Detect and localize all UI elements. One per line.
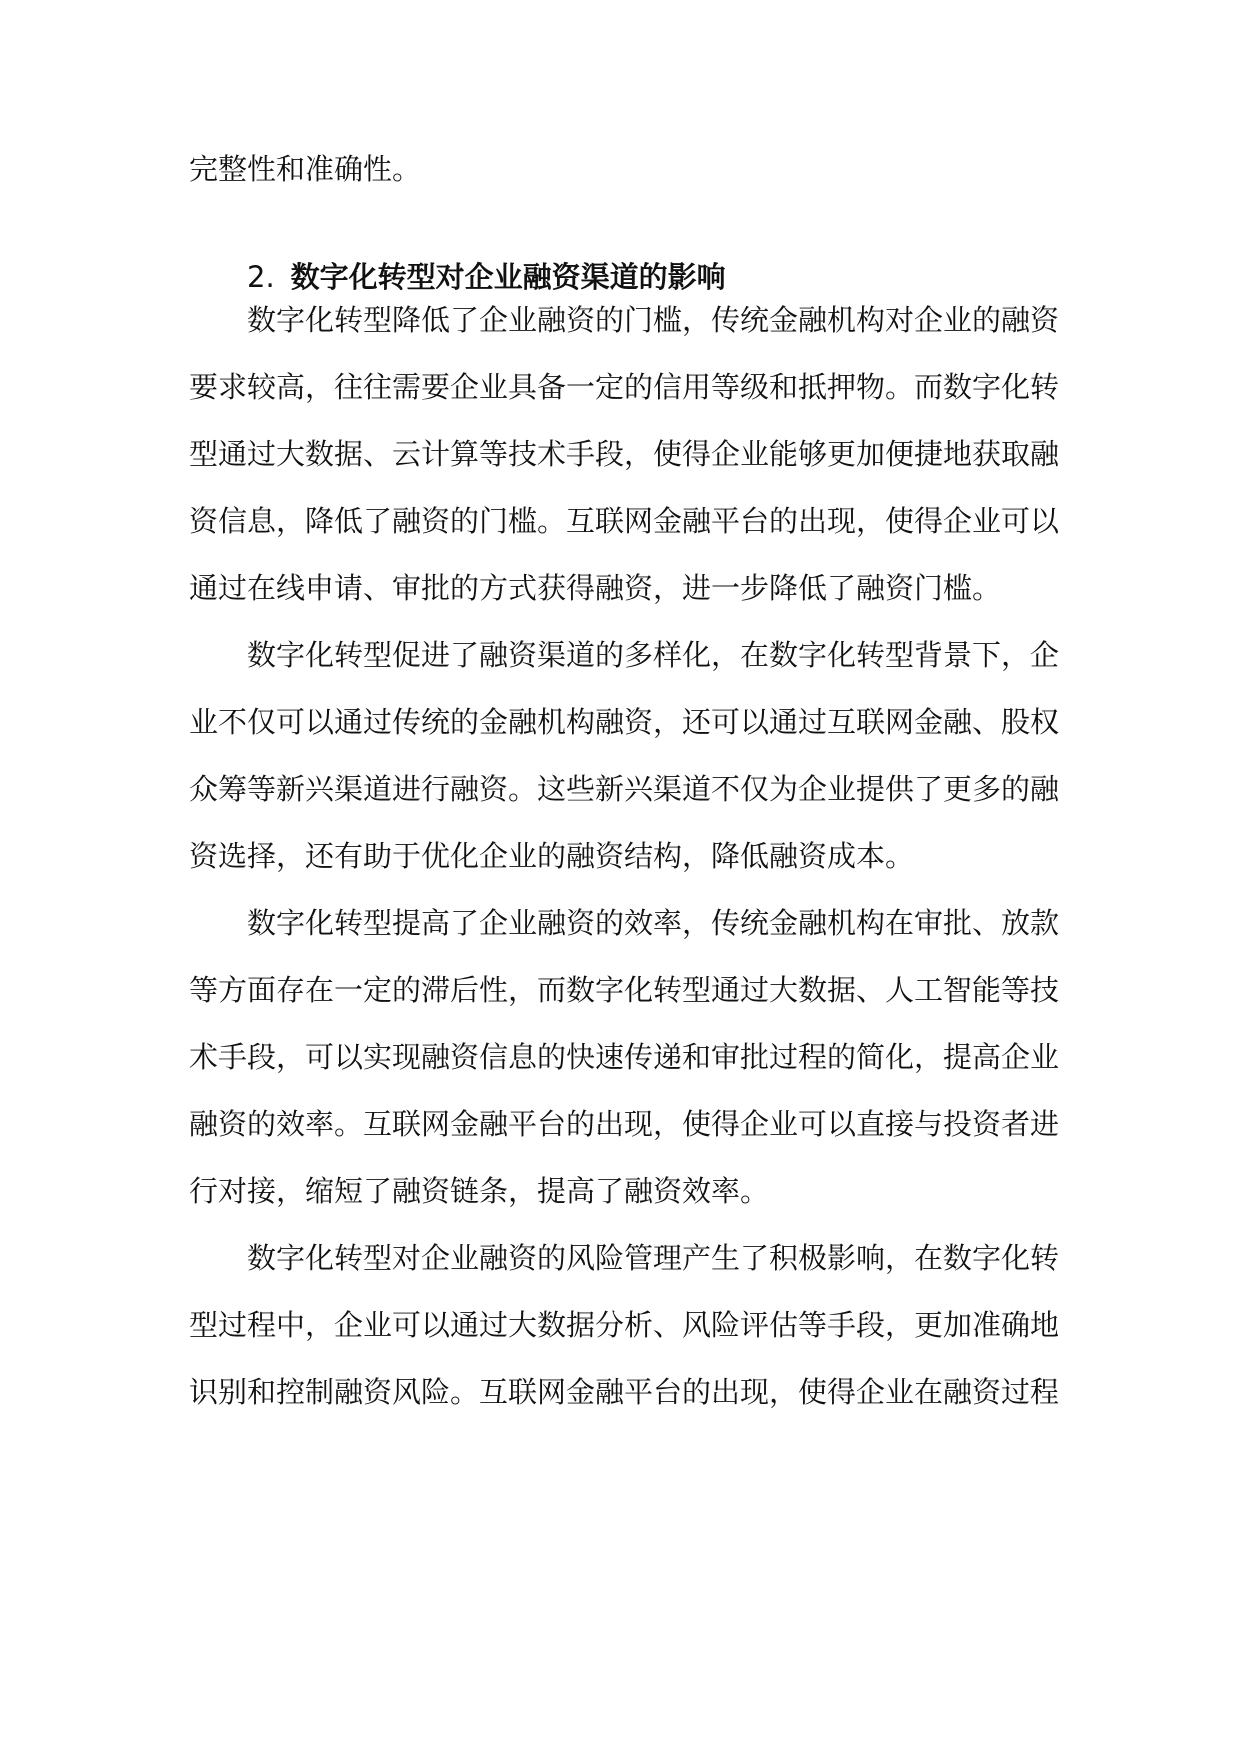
paragraph-1-line-1: 数字化转型降低了企业融资的门槛，传统金融机构对企业的融资 xyxy=(247,303,1060,337)
paragraph-1-line-4: 资信息，降低了融资的门槛。互联网金融平台的出现，使得企业可以 xyxy=(189,504,1060,538)
paragraph-2-line-4: 资选择，还有助于优化企业的融资结构，降低融资成本。 xyxy=(189,839,915,873)
paragraph-3-line-4: 融资的效率。互联网金融平台的出现，使得企业可以直接与投资者进 xyxy=(189,1107,1060,1141)
paragraph-4-line-1: 数字化转型对企业融资的风险管理产生了积极影响，在数字化转 xyxy=(247,1241,1060,1275)
paragraph-3-line-5: 行对接，缩短了融资链条，提高了融资效率。 xyxy=(189,1174,770,1208)
paragraph-4-line-3: 识别和控制融资风险。互联网金融平台的出现，使得企业在融资过程 xyxy=(189,1375,1060,1409)
section-heading xyxy=(247,258,726,296)
paragraph-1-line-2: 要求较高，往往需要企业具备一定的信用等级和抵押物。而数字化转 xyxy=(189,370,1060,404)
paragraph-4-line-2: 型过程中，企业可以通过大数据分析、风险评估等手段，更加准确地 xyxy=(189,1308,1060,1342)
continued-text-line: 完整性和准确性。 xyxy=(189,152,422,186)
paragraph-1-line-3: 型通过大数据、云计算等技术手段，使得企业能够更加便捷地获取融 xyxy=(189,437,1060,471)
paragraph-2-line-1: 数字化转型促进了融资渠道的多样化，在数字化转型背景下，企 xyxy=(247,638,1060,672)
paragraph-3-line-1: 数字化转型提高了企业融资的效率，传统金融机构在审批、放款 xyxy=(247,906,1060,940)
section-number: 2. xyxy=(247,260,275,294)
paragraph-3-line-2: 等方面存在一定的滞后性，而数字化转型通过大数据、人工智能等技 xyxy=(189,973,1060,1007)
paragraph-2-line-3: 众筹等新兴渠道进行融资。这些新兴渠道不仅为企业提供了更多的融 xyxy=(189,772,1060,806)
paragraph-1-line-5: 通过在线申请、审批的方式获得融资，进一步降低了融资门槛。 xyxy=(189,571,1002,605)
paragraph-2-line-2: 业不仅可以通过传统的金融机构融资，还可以通过互联网金融、股权 xyxy=(189,705,1060,739)
paragraph-3-line-3: 术手段，可以实现融资信息的快速传递和审批过程的简化，提高企业 xyxy=(189,1040,1060,1074)
section-title: 数字化转型对企业融资渠道的影响 xyxy=(290,260,726,294)
